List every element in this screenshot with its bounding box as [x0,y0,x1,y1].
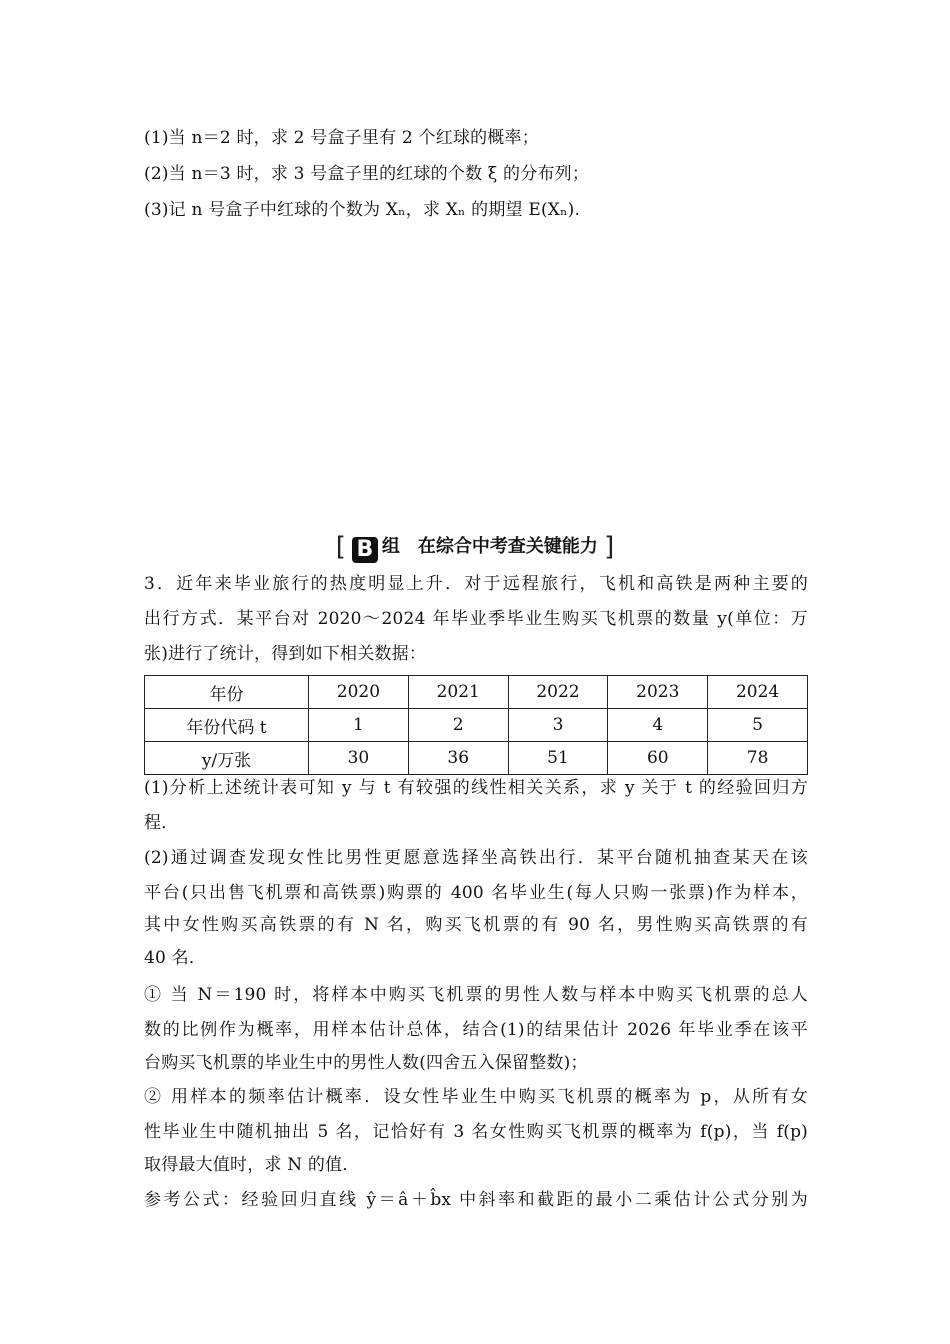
part1-line-1: (1)分析上述统计表可知 y 与 t 有较强的线性相关关系，求 y 关于 t 的经验回归方 [144,778,808,798]
sub2-line-3: 取得最大值时，求 N 的值． [144,1155,360,1175]
problem3-intro-line-3: 张)进行了统计，得到如下相关数据： [144,644,427,664]
part2-line-1: (2)通过调查发现女性比男性更愿意选择坐高铁出行．某平台随机抽查某天在该 [144,848,808,868]
part2-line-4: 40 名． [144,948,207,968]
table-cell: 2 [408,709,508,742]
bracket-left: [ [335,532,346,562]
problem3-intro-line-2: 出行方式．某平台对 2020～2024 年毕业季毕业生购买飞机票的数量 y(单位：万 [144,609,808,629]
table-cell: 3 [508,709,608,742]
problem3-intro-line-1: 3．近年来毕业旅行的热度明显上升．对于远程旅行，飞机和高铁是两种主要的 [144,574,808,594]
table-cell: 2020 [309,676,409,709]
table-cell: 51 [508,742,608,775]
table-cell: 1 [309,709,409,742]
table-cell: y/万张 [145,742,309,775]
part2-line-3: 其中女性购买高铁票的有 N 名，购买飞机票的有 90 名，男性购买高铁票的有 [144,915,808,935]
table-cell: 2024 [708,676,808,709]
table-cell: 2023 [608,676,708,709]
table-cell: 30 [309,742,409,775]
table-row-code [145,709,808,742]
section-banner [0,532,950,563]
part1-line-2: 程． [144,813,179,833]
table-cell: 60 [608,742,708,775]
sub1-line-3: 台购买飞机票的毕业生中的男性人数(四舍五入保留整数)； [144,1053,588,1073]
table-cell: 2022 [508,676,608,709]
table-cell: 36 [408,742,508,775]
sub1-line-2: 数的比例作为概率，用样本估计总体，结合(1)的结果估计 2026 年毕业季在该平 [144,1020,808,1040]
table-cell: 78 [708,742,808,775]
table-row-year [145,676,808,709]
table-cell: 5 [708,709,808,742]
section-title: 组 在综合中考查关键能力 [381,536,598,557]
data-table [144,675,808,775]
table-row-tickets [145,742,808,775]
question-part-1: (1)当 n＝2 时，求 2 号盒子里有 2 个红球的概率； [144,128,539,148]
table-cell: 年份 [145,676,309,709]
part2-line-2: 平台(只出售飞机票和高铁票)购票的 400 名毕业生(每人只购一张票)作为样本， [144,883,808,903]
bracket-right: ] [604,532,615,562]
sub2-line-2: 性毕业生中随机抽出 5 名，记恰好有 3 名女性购买飞机票的概率为 f(p)，当 f(p) [144,1122,808,1142]
table-cell: 年份代码 t [145,709,309,742]
table-cell: 2021 [408,676,508,709]
question-part-2: (2)当 n＝3 时，求 3 号盒子里的红球的个数 ξ 的分布列； [144,164,590,184]
question-part-3: (3)记 n 号盒子中红球的个数为 Xₙ，求 Xₙ 的期望 E(Xₙ). [144,200,581,220]
sub2-line-1: ② 用样本的频率估计概率．设女性毕业生中购买飞机票的概率为 p，从所有女 [144,1087,808,1107]
group-b-badge: B [352,537,378,563]
sub1-line-1: ① 当 N＝190 时，将样本中购买飞机票的男性人数与样本中购买飞机票的总人 [144,985,808,1005]
reference-formula-line: 参考公式：经验回归直线 ŷ＝â＋b̂x 中斜率和截距的最小二乘估计公式分别为 [144,1190,808,1210]
table-cell: 4 [608,709,708,742]
